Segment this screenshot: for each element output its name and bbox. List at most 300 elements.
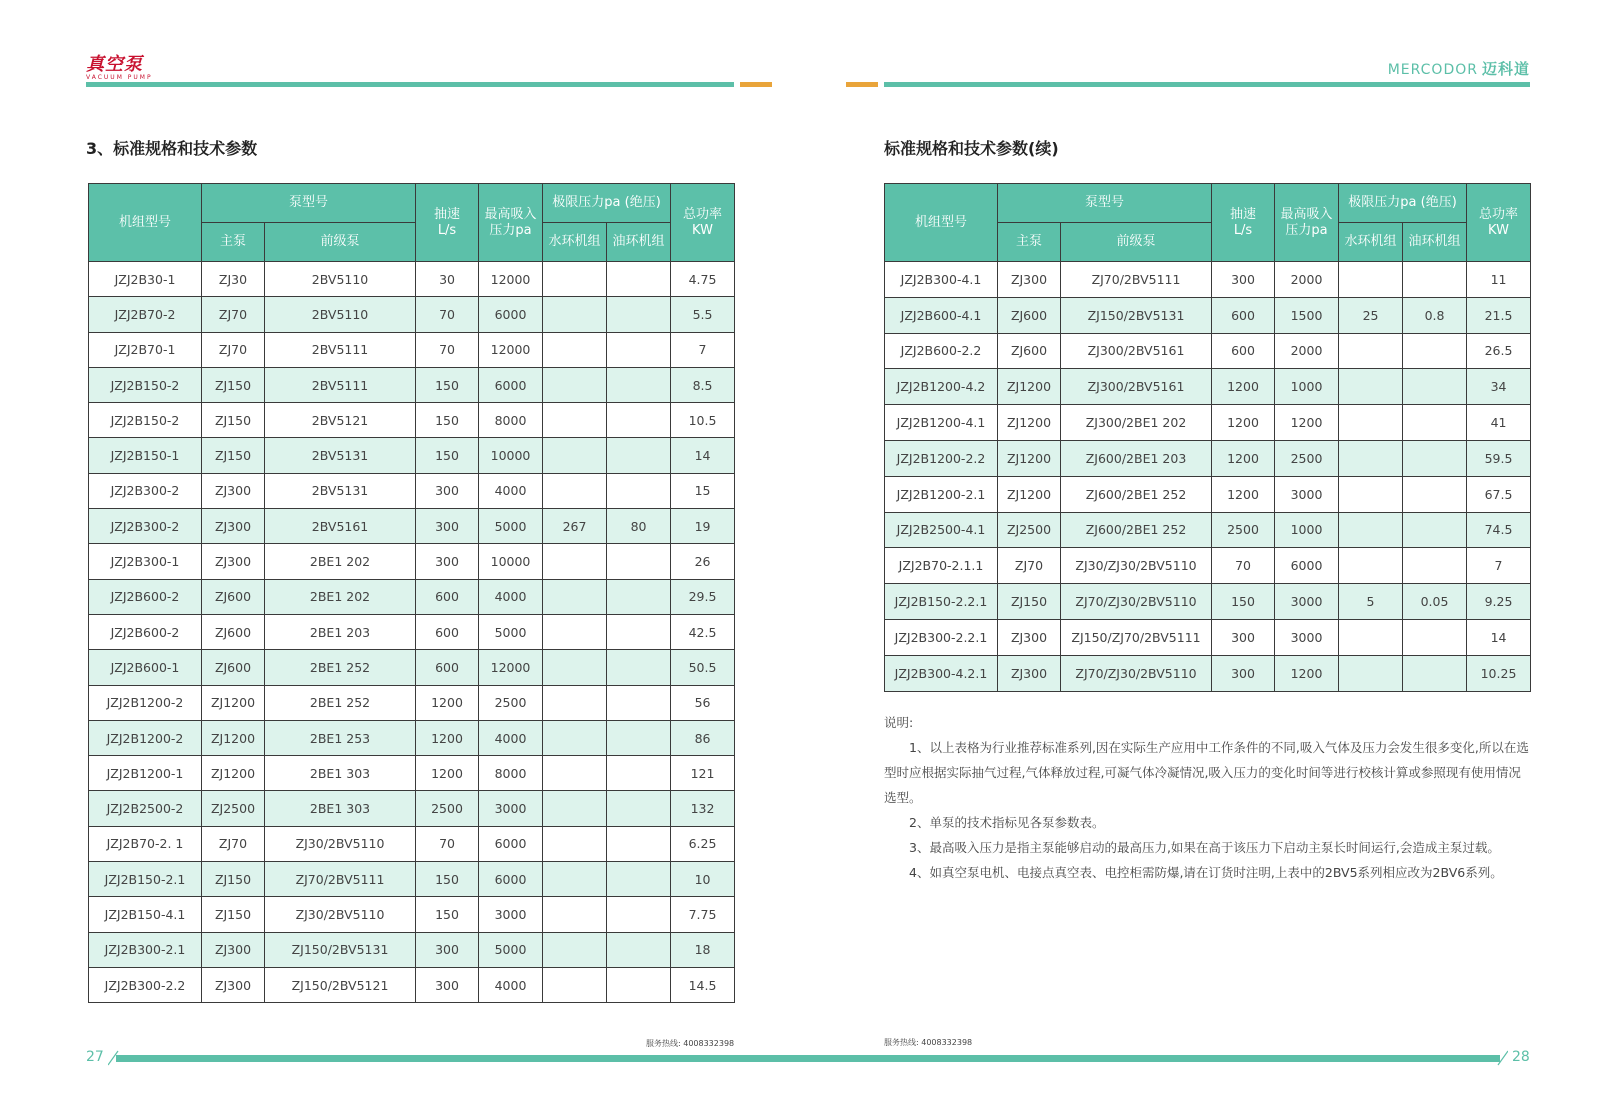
cell-speed: 300 bbox=[416, 509, 479, 544]
cell-total-power: 67.5 bbox=[1467, 476, 1531, 512]
cell-max-inlet: 10000 bbox=[479, 544, 543, 579]
cell-main-pump: ZJ150 bbox=[202, 438, 265, 473]
cell-speed: 300 bbox=[1212, 655, 1275, 691]
cell-main-pump: ZJ1200 bbox=[998, 476, 1061, 512]
th-ultimate-pressure: 极限压力pa (绝压) bbox=[543, 184, 671, 223]
cell-unit-model: JZJ2B600-2.2 bbox=[885, 333, 998, 369]
cell-main-pump: ZJ1200 bbox=[998, 405, 1061, 441]
cell-main-pump: ZJ70 bbox=[202, 297, 265, 332]
footer-rule-bar bbox=[116, 1055, 1500, 1062]
cell-oil-ring: 0.8 bbox=[1403, 297, 1467, 333]
cell-max-inlet: 1500 bbox=[1275, 297, 1339, 333]
cell-main-pump: ZJ300 bbox=[202, 544, 265, 579]
cell-fore-pump: 2BV5111 bbox=[265, 332, 416, 367]
table-row bbox=[885, 297, 1531, 333]
cell-main-pump: ZJ1200 bbox=[998, 369, 1061, 405]
notes-label: 说明: bbox=[884, 715, 914, 730]
cell-max-inlet: 4000 bbox=[479, 579, 543, 614]
cell-unit-model: JZJ2B1200-2.1 bbox=[885, 476, 998, 512]
cell-max-inlet: 8000 bbox=[479, 403, 543, 438]
cell-water-ring bbox=[1339, 333, 1403, 369]
cell-max-inlet: 1000 bbox=[1275, 512, 1339, 548]
cell-speed: 1200 bbox=[1212, 476, 1275, 512]
table-row bbox=[885, 584, 1531, 620]
cell-speed: 300 bbox=[416, 544, 479, 579]
th-main-pump: 主泵 bbox=[998, 223, 1061, 262]
cell-speed: 2500 bbox=[1212, 512, 1275, 548]
cell-total-power: 10 bbox=[671, 862, 735, 897]
cell-water-ring bbox=[543, 544, 607, 579]
spec-table-left bbox=[88, 183, 735, 1003]
cell-speed: 300 bbox=[1212, 262, 1275, 298]
table-row bbox=[89, 685, 735, 720]
table-row bbox=[89, 791, 735, 826]
cell-oil-ring bbox=[607, 756, 671, 791]
header-accent-left bbox=[740, 82, 772, 87]
cell-max-inlet: 3000 bbox=[479, 897, 543, 932]
cell-speed: 600 bbox=[416, 579, 479, 614]
hotline-right: 服务热线: 4008332398 bbox=[884, 1038, 973, 1047]
cell-speed: 1200 bbox=[1212, 405, 1275, 441]
cell-max-inlet: 2000 bbox=[1275, 333, 1339, 369]
cell-max-inlet: 2500 bbox=[479, 685, 543, 720]
cell-max-inlet: 4000 bbox=[479, 720, 543, 755]
table-row bbox=[89, 967, 735, 1002]
note-4: 4、如真空泵电机、电接点真空表、电控柜需防爆,请在订货时注明,上表中的2BV5系列相应改为2BV6系列。 bbox=[909, 865, 1503, 880]
cell-water-ring bbox=[543, 862, 607, 897]
cell-water-ring bbox=[1339, 655, 1403, 691]
cell-max-inlet: 12000 bbox=[479, 262, 543, 297]
cell-oil-ring bbox=[607, 332, 671, 367]
th-total-power-label: 总功率 bbox=[1479, 206, 1519, 222]
cell-unit-model: JZJ2B300-4.1 bbox=[885, 262, 998, 298]
cell-total-power: 34 bbox=[1467, 369, 1531, 405]
cell-water-ring bbox=[543, 897, 607, 932]
cell-water-ring bbox=[543, 473, 607, 508]
cell-fore-pump: 2BE1 303 bbox=[265, 756, 416, 791]
cell-unit-model: JZJ2B150-2 bbox=[89, 403, 202, 438]
cell-water-ring bbox=[1339, 512, 1403, 548]
cell-water-ring: 267 bbox=[543, 509, 607, 544]
cell-total-power: 14 bbox=[671, 438, 735, 473]
cell-main-pump: ZJ300 bbox=[998, 262, 1061, 298]
cell-speed: 1200 bbox=[416, 720, 479, 755]
cell-main-pump: ZJ2500 bbox=[998, 512, 1061, 548]
cell-unit-model: JZJ2B150-1 bbox=[89, 438, 202, 473]
cell-speed: 70 bbox=[416, 826, 479, 861]
cell-fore-pump: 2BV5110 bbox=[265, 262, 416, 297]
cell-water-ring bbox=[543, 685, 607, 720]
note-2: 2、单泵的技术指标见各泵参数表。 bbox=[909, 815, 1105, 830]
cell-max-inlet: 12000 bbox=[479, 650, 543, 685]
table-row bbox=[885, 619, 1531, 655]
cell-water-ring bbox=[1339, 369, 1403, 405]
th-speed-unit: L/s bbox=[437, 222, 457, 238]
cell-max-inlet: 3000 bbox=[1275, 619, 1339, 655]
cell-oil-ring bbox=[607, 544, 671, 579]
cell-speed: 300 bbox=[416, 967, 479, 1002]
table-row bbox=[89, 897, 735, 932]
cell-total-power: 42.5 bbox=[671, 614, 735, 649]
cell-oil-ring bbox=[607, 438, 671, 473]
cell-fore-pump: ZJ600/2BE1 252 bbox=[1061, 512, 1212, 548]
cell-total-power: 59.5 bbox=[1467, 440, 1531, 476]
table-row bbox=[885, 512, 1531, 548]
th-max-inlet bbox=[1275, 184, 1339, 262]
cell-unit-model: JZJ2B150-2.1 bbox=[89, 862, 202, 897]
cell-oil-ring bbox=[1403, 476, 1467, 512]
th-total-power-unit: KW bbox=[692, 222, 713, 238]
brand-logo bbox=[1388, 58, 1530, 79]
cell-main-pump: ZJ1200 bbox=[202, 685, 265, 720]
cell-speed: 1200 bbox=[416, 756, 479, 791]
cell-speed: 600 bbox=[416, 614, 479, 649]
th-pump-model: 泵型号 bbox=[998, 184, 1212, 223]
th-water-ring: 水环机组 bbox=[1339, 223, 1403, 262]
note-1: 1、以上表格为行业推荐标准系列,因在实际生产应用中工作条件的不同,吸入气体及压力会发生很多变化,所以在选型时应根据实际抽气过程,气体释放过程,可凝气体冷凝情况,吸入压力的变化时间等进行校核计算或参照现有使用情况选型。 bbox=[884, 740, 1529, 805]
cell-oil-ring bbox=[1403, 405, 1467, 441]
cell-speed: 300 bbox=[416, 473, 479, 508]
cell-speed: 150 bbox=[1212, 584, 1275, 620]
table-row bbox=[885, 405, 1531, 441]
cell-water-ring: 5 bbox=[1339, 584, 1403, 620]
spec-table-right bbox=[884, 183, 1531, 692]
cell-total-power: 7 bbox=[1467, 548, 1531, 584]
cell-total-power: 74.5 bbox=[1467, 512, 1531, 548]
cell-speed: 70 bbox=[1212, 548, 1275, 584]
th-speed bbox=[416, 184, 479, 262]
th-unit-model: 机组型号 bbox=[885, 184, 998, 262]
cell-unit-model: JZJ2B1200-2 bbox=[89, 685, 202, 720]
table-row bbox=[89, 650, 735, 685]
cell-fore-pump: 2BE1 202 bbox=[265, 579, 416, 614]
cell-max-inlet: 4000 bbox=[479, 967, 543, 1002]
cell-max-inlet: 4000 bbox=[479, 473, 543, 508]
cell-unit-model: JZJ2B1200-4.2 bbox=[885, 369, 998, 405]
th-speed-label: 抽速 bbox=[434, 206, 461, 222]
cell-oil-ring bbox=[1403, 655, 1467, 691]
cell-total-power: 7.75 bbox=[671, 897, 735, 932]
cell-total-power: 14.5 bbox=[671, 967, 735, 1002]
cell-total-power: 7 bbox=[671, 332, 735, 367]
cell-fore-pump: ZJ150/ZJ70/2BV5111 bbox=[1061, 619, 1212, 655]
cell-total-power: 41 bbox=[1467, 405, 1531, 441]
cell-water-ring bbox=[543, 756, 607, 791]
cell-max-inlet: 5000 bbox=[479, 932, 543, 967]
th-pump-model: 泵型号 bbox=[202, 184, 416, 223]
cell-oil-ring bbox=[607, 367, 671, 402]
cell-fore-pump: 2BE1 252 bbox=[265, 685, 416, 720]
table-row bbox=[89, 756, 735, 791]
table-row bbox=[89, 544, 735, 579]
cell-unit-model: JZJ2B70-1 bbox=[89, 332, 202, 367]
cell-max-inlet: 1200 bbox=[1275, 405, 1339, 441]
cell-total-power: 21.5 bbox=[1467, 297, 1531, 333]
cell-main-pump: ZJ150 bbox=[998, 584, 1061, 620]
cell-total-power: 5.5 bbox=[671, 297, 735, 332]
cell-total-power: 18 bbox=[671, 932, 735, 967]
cell-oil-ring bbox=[607, 614, 671, 649]
th-total-power bbox=[671, 184, 735, 262]
th-total-power-unit: KW bbox=[1488, 222, 1509, 238]
note-3: 3、最高吸入压力是指主泵能够启动的最高压力,如果在高于该压力下启动主泵长时间运行,会造成主泵过载。 bbox=[909, 840, 1500, 855]
cell-speed: 70 bbox=[416, 297, 479, 332]
cell-total-power: 8.5 bbox=[671, 367, 735, 402]
cell-oil-ring bbox=[607, 650, 671, 685]
cell-fore-pump: ZJ30/ZJ30/2BV5110 bbox=[1061, 548, 1212, 584]
cell-fore-pump: ZJ300/2BV5161 bbox=[1061, 369, 1212, 405]
th-max-inlet-unit: 压力pa bbox=[489, 222, 532, 238]
table-row bbox=[885, 369, 1531, 405]
cell-fore-pump: ZJ600/2BE1 203 bbox=[1061, 440, 1212, 476]
cell-speed: 150 bbox=[416, 862, 479, 897]
cell-main-pump: ZJ300 bbox=[202, 932, 265, 967]
cell-oil-ring bbox=[607, 579, 671, 614]
cell-total-power: 132 bbox=[671, 791, 735, 826]
cell-oil-ring bbox=[1403, 512, 1467, 548]
cell-main-pump: ZJ600 bbox=[202, 650, 265, 685]
cell-oil-ring bbox=[607, 862, 671, 897]
cell-oil-ring bbox=[1403, 619, 1467, 655]
cell-oil-ring: 80 bbox=[607, 509, 671, 544]
cell-water-ring bbox=[543, 932, 607, 967]
cell-main-pump: ZJ150 bbox=[202, 367, 265, 402]
cell-total-power: 14 bbox=[1467, 619, 1531, 655]
cell-water-ring bbox=[1339, 619, 1403, 655]
cell-main-pump: ZJ150 bbox=[202, 862, 265, 897]
cell-max-inlet: 6000 bbox=[479, 826, 543, 861]
table-row bbox=[89, 403, 735, 438]
cell-oil-ring bbox=[607, 473, 671, 508]
cell-unit-model: JZJ2B300-2 bbox=[89, 509, 202, 544]
cell-unit-model: JZJ2B600-2 bbox=[89, 579, 202, 614]
cell-main-pump: ZJ300 bbox=[202, 509, 265, 544]
cell-main-pump: ZJ30 bbox=[202, 262, 265, 297]
cell-unit-model: JZJ2B300-2.1 bbox=[89, 932, 202, 967]
cell-fore-pump: 2BV5121 bbox=[265, 403, 416, 438]
cell-oil-ring bbox=[607, 720, 671, 755]
cell-main-pump: ZJ70 bbox=[998, 548, 1061, 584]
cell-oil-ring bbox=[607, 403, 671, 438]
cell-water-ring bbox=[543, 614, 607, 649]
cell-speed: 1200 bbox=[1212, 369, 1275, 405]
header-accent-right bbox=[846, 82, 878, 87]
cell-unit-model: JZJ2B300-2 bbox=[89, 473, 202, 508]
brand-en: MERCODOR bbox=[1387, 62, 1478, 78]
table-row bbox=[885, 440, 1531, 476]
cell-fore-pump: 2BE1 252 bbox=[265, 650, 416, 685]
cell-water-ring bbox=[543, 826, 607, 861]
cell-unit-model: JZJ2B1200-2.2 bbox=[885, 440, 998, 476]
cell-main-pump: ZJ150 bbox=[202, 897, 265, 932]
cell-max-inlet: 6000 bbox=[1275, 548, 1339, 584]
page-title-left: 3、标准规格和技术参数 bbox=[86, 139, 258, 158]
cell-unit-model: JZJ2B300-2.2 bbox=[89, 967, 202, 1002]
cell-unit-model: JZJ2B70-2.1.1 bbox=[885, 548, 998, 584]
cell-fore-pump: ZJ30/2BV5110 bbox=[265, 826, 416, 861]
cell-speed: 150 bbox=[416, 403, 479, 438]
th-max-inlet-label: 最高吸入 bbox=[484, 206, 537, 222]
th-fore-pump: 前级泵 bbox=[265, 223, 416, 262]
cell-oil-ring bbox=[1403, 548, 1467, 584]
cell-main-pump: ZJ600 bbox=[202, 579, 265, 614]
table-row bbox=[89, 720, 735, 755]
cell-unit-model: JZJ2B1200-2 bbox=[89, 720, 202, 755]
th-unit-model: 机组型号 bbox=[89, 184, 202, 262]
cell-water-ring: 25 bbox=[1339, 297, 1403, 333]
cell-max-inlet: 3000 bbox=[1275, 584, 1339, 620]
th-max-inlet-unit: 压力pa bbox=[1285, 222, 1328, 238]
th-ultimate-pressure: 极限压力pa (绝压) bbox=[1339, 184, 1467, 223]
table-row bbox=[885, 548, 1531, 584]
cell-main-pump: ZJ150 bbox=[202, 403, 265, 438]
cell-main-pump: ZJ600 bbox=[202, 614, 265, 649]
cell-total-power: 26 bbox=[671, 544, 735, 579]
cell-unit-model: JZJ2B600-2 bbox=[89, 614, 202, 649]
cell-fore-pump: 2BV5131 bbox=[265, 473, 416, 508]
cell-max-inlet: 1000 bbox=[1275, 369, 1339, 405]
cell-main-pump: ZJ300 bbox=[998, 619, 1061, 655]
cell-main-pump: ZJ300 bbox=[998, 655, 1061, 691]
cell-unit-model: JZJ2B150-4.1 bbox=[89, 897, 202, 932]
th-speed-label: 抽速 bbox=[1230, 206, 1257, 222]
logo: 真空泵 bbox=[86, 54, 143, 75]
cell-max-inlet: 2000 bbox=[1275, 262, 1339, 298]
th-fore-pump: 前级泵 bbox=[1061, 223, 1212, 262]
table-row bbox=[89, 438, 735, 473]
table-row bbox=[89, 473, 735, 508]
table-row bbox=[89, 367, 735, 402]
cell-fore-pump: 2BE1 253 bbox=[265, 720, 416, 755]
cell-max-inlet: 6000 bbox=[479, 862, 543, 897]
table-row bbox=[89, 862, 735, 897]
table-row bbox=[89, 932, 735, 967]
table-row bbox=[89, 614, 735, 649]
cell-total-power: 15 bbox=[671, 473, 735, 508]
cell-unit-model: JZJ2B70-2 bbox=[89, 297, 202, 332]
cell-main-pump: ZJ70 bbox=[202, 826, 265, 861]
cell-speed: 600 bbox=[1212, 297, 1275, 333]
cell-unit-model: JZJ2B2500-4.1 bbox=[885, 512, 998, 548]
cell-total-power: 9.25 bbox=[1467, 584, 1531, 620]
cell-oil-ring bbox=[1403, 262, 1467, 298]
page-title-right: 标准规格和技术参数(续) bbox=[884, 139, 1059, 158]
cell-fore-pump: ZJ70/2BV5111 bbox=[1061, 262, 1212, 298]
cell-main-pump: ZJ1200 bbox=[202, 720, 265, 755]
cell-unit-model: JZJ2B600-4.1 bbox=[885, 297, 998, 333]
cell-total-power: 10.5 bbox=[671, 403, 735, 438]
th-total-power-label: 总功率 bbox=[683, 206, 723, 222]
cell-fore-pump: 2BV5111 bbox=[265, 367, 416, 402]
th-max-inlet-label: 最高吸入 bbox=[1280, 206, 1333, 222]
cell-fore-pump: ZJ300/2BV5161 bbox=[1061, 333, 1212, 369]
cell-oil-ring bbox=[607, 685, 671, 720]
cell-main-pump: ZJ2500 bbox=[202, 791, 265, 826]
cell-total-power: 56 bbox=[671, 685, 735, 720]
cell-main-pump: ZJ600 bbox=[998, 297, 1061, 333]
cell-oil-ring bbox=[1403, 333, 1467, 369]
table-row bbox=[89, 509, 735, 544]
cell-max-inlet: 10000 bbox=[479, 438, 543, 473]
table-row bbox=[885, 333, 1531, 369]
footer-rule bbox=[108, 1050, 1508, 1066]
cell-speed: 2500 bbox=[416, 791, 479, 826]
cell-total-power: 50.5 bbox=[671, 650, 735, 685]
cell-total-power: 26.5 bbox=[1467, 333, 1531, 369]
cell-unit-model: JZJ2B300-4.2.1 bbox=[885, 655, 998, 691]
cell-speed: 30 bbox=[416, 262, 479, 297]
th-oil-ring: 油环机组 bbox=[607, 223, 671, 262]
cell-speed: 300 bbox=[416, 932, 479, 967]
cell-max-inlet: 5000 bbox=[479, 614, 543, 649]
brand-cn: 迈科道 bbox=[1481, 60, 1530, 78]
cell-water-ring bbox=[1339, 440, 1403, 476]
cell-speed: 1200 bbox=[416, 685, 479, 720]
cell-water-ring bbox=[543, 438, 607, 473]
cell-water-ring bbox=[543, 967, 607, 1002]
cell-speed: 70 bbox=[416, 332, 479, 367]
cell-total-power: 11 bbox=[1467, 262, 1531, 298]
cell-unit-model: JZJ2B70-2. 1 bbox=[89, 826, 202, 861]
cell-oil-ring bbox=[607, 297, 671, 332]
cell-water-ring bbox=[543, 720, 607, 755]
cell-oil-ring bbox=[1403, 369, 1467, 405]
cell-speed: 150 bbox=[416, 897, 479, 932]
cell-total-power: 6.25 bbox=[671, 826, 735, 861]
cell-main-pump: ZJ300 bbox=[202, 967, 265, 1002]
table-row bbox=[89, 332, 735, 367]
cell-unit-model: JZJ2B150-2.2.1 bbox=[885, 584, 998, 620]
notes bbox=[884, 710, 1530, 885]
table-row bbox=[89, 579, 735, 614]
cell-unit-model: JZJ2B300-1 bbox=[89, 544, 202, 579]
cell-fore-pump: ZJ70/ZJ30/2BV5110 bbox=[1061, 655, 1212, 691]
cell-main-pump: ZJ1200 bbox=[202, 756, 265, 791]
cell-water-ring bbox=[1339, 548, 1403, 584]
cell-water-ring bbox=[1339, 405, 1403, 441]
cell-speed: 150 bbox=[416, 367, 479, 402]
cell-fore-pump: ZJ300/2BE1 202 bbox=[1061, 405, 1212, 441]
cell-total-power: 19 bbox=[671, 509, 735, 544]
cell-fore-pump: 2BE1 203 bbox=[265, 614, 416, 649]
cell-water-ring bbox=[1339, 262, 1403, 298]
cell-oil-ring: 0.05 bbox=[1403, 584, 1467, 620]
th-total-power bbox=[1467, 184, 1531, 262]
header-rule-left bbox=[86, 82, 734, 87]
cell-water-ring bbox=[543, 403, 607, 438]
cell-fore-pump: ZJ150/2BV5121 bbox=[265, 967, 416, 1002]
cell-oil-ring bbox=[607, 897, 671, 932]
hotline-left: 服务热线: 4008332398 bbox=[646, 1039, 735, 1048]
cell-max-inlet: 2500 bbox=[1275, 440, 1339, 476]
cell-max-inlet: 3000 bbox=[1275, 476, 1339, 512]
cell-main-pump: ZJ300 bbox=[202, 473, 265, 508]
cell-fore-pump: ZJ150/2BV5131 bbox=[1061, 297, 1212, 333]
th-water-ring: 水环机组 bbox=[543, 223, 607, 262]
cell-max-inlet: 1200 bbox=[1275, 655, 1339, 691]
cell-main-pump: ZJ600 bbox=[998, 333, 1061, 369]
cell-unit-model: JZJ2B30-1 bbox=[89, 262, 202, 297]
th-max-inlet bbox=[479, 184, 543, 262]
cell-water-ring bbox=[543, 579, 607, 614]
cell-water-ring bbox=[1339, 476, 1403, 512]
cell-fore-pump: ZJ70/2BV5111 bbox=[265, 862, 416, 897]
table-row bbox=[885, 262, 1531, 298]
cell-total-power: 121 bbox=[671, 756, 735, 791]
cell-fore-pump: 2BE1 202 bbox=[265, 544, 416, 579]
cell-oil-ring bbox=[607, 967, 671, 1002]
cell-unit-model: JZJ2B300-2.2.1 bbox=[885, 619, 998, 655]
